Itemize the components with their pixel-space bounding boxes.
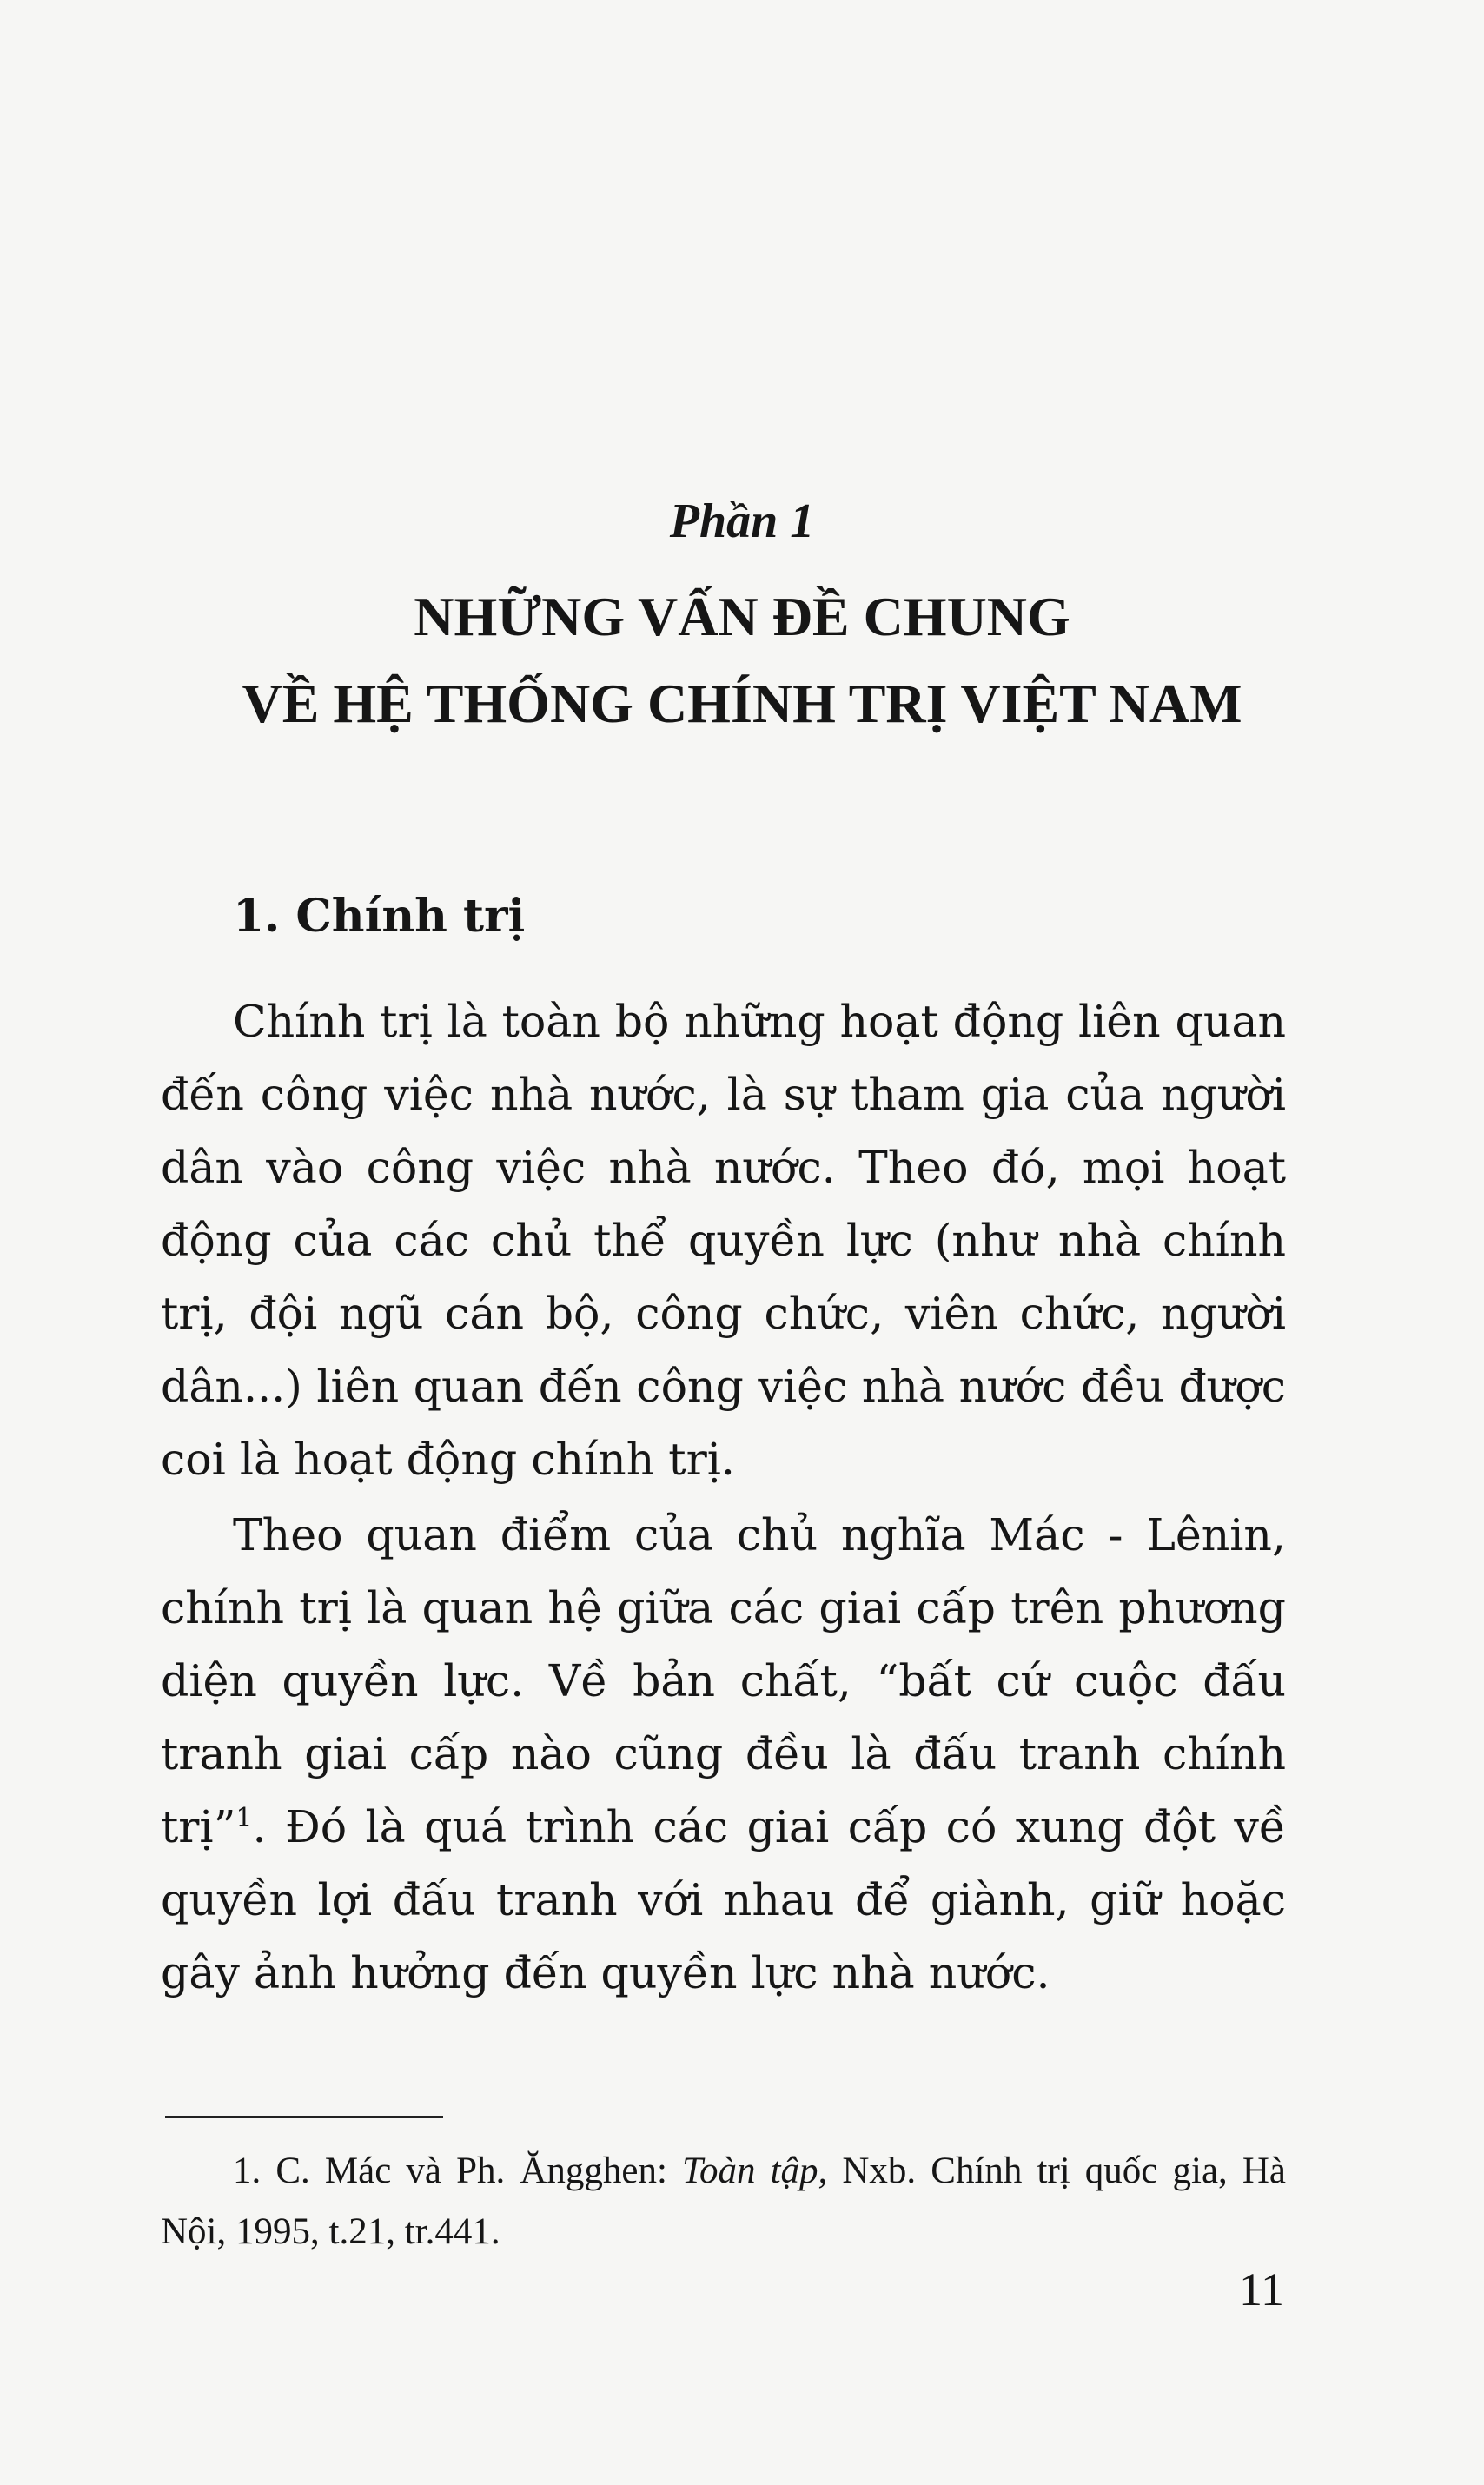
chapter-title-line-1: NHỮNG VẤN ĐỀ CHUNG bbox=[414, 586, 1070, 647]
paragraph-2 bbox=[161, 1499, 1286, 2010]
part-label: Phần 1 bbox=[669, 494, 815, 548]
chapter-title-line-2: VỀ HỆ THỐNG CHÍNH TRỊ VIỆT NAM bbox=[242, 673, 1242, 734]
page-number: 11 bbox=[1239, 2263, 1284, 2316]
footnote-work-title: Toàn tập, bbox=[682, 2150, 828, 2191]
chapter-title bbox=[0, 573, 1484, 747]
footnote-reference: 1 bbox=[235, 1803, 253, 1833]
paragraph-1: Chính trị là toàn bộ những hoạt động liên quan đến công việc nhà nước, là sự tham gia của người dân vào công việc nhà nước. Theo đó, mọi hoạt động của các chủ thể quyền lực (như nhà chính trị, đội ngũ cán bộ, công chức, viên chức, người dân...) liên quan đến công việc nhà nước đều được coi là hoạt động chính trị. bbox=[161, 996, 1286, 1485]
footnote-number: 1. bbox=[233, 2150, 262, 2191]
footnote bbox=[161, 2141, 1286, 2263]
section-heading: 1. Chính trị bbox=[233, 890, 526, 943]
footnote-authors: C. Mác và Ph. Ăngghen: bbox=[275, 2150, 683, 2191]
footnote-details: Nxb. Chính trị quốc gia, Hà Nội, 1995, t.21, tr.441. bbox=[161, 2150, 1287, 2252]
paragraph-2-text-a: Theo quan điểm của chủ nghĩa Mác - Lênin, chính trị là quan hệ giữa các giai cấp trên phương diện quyền lực. Về bản chất, “bất cứ cuộc đấu tranh giai cấp nào cũng đều là đấu tranh chính trị” bbox=[161, 1509, 1286, 1852]
paragraph-2-text-b: . Đó là quá trình các giai cấp có xung đột về quyền lợi đấu tranh với nhau để giành, giữ hoặc gây ảnh hưởng đến quyền lực nhà nước. bbox=[161, 1801, 1286, 1998]
footnote-divider bbox=[165, 2116, 443, 2118]
